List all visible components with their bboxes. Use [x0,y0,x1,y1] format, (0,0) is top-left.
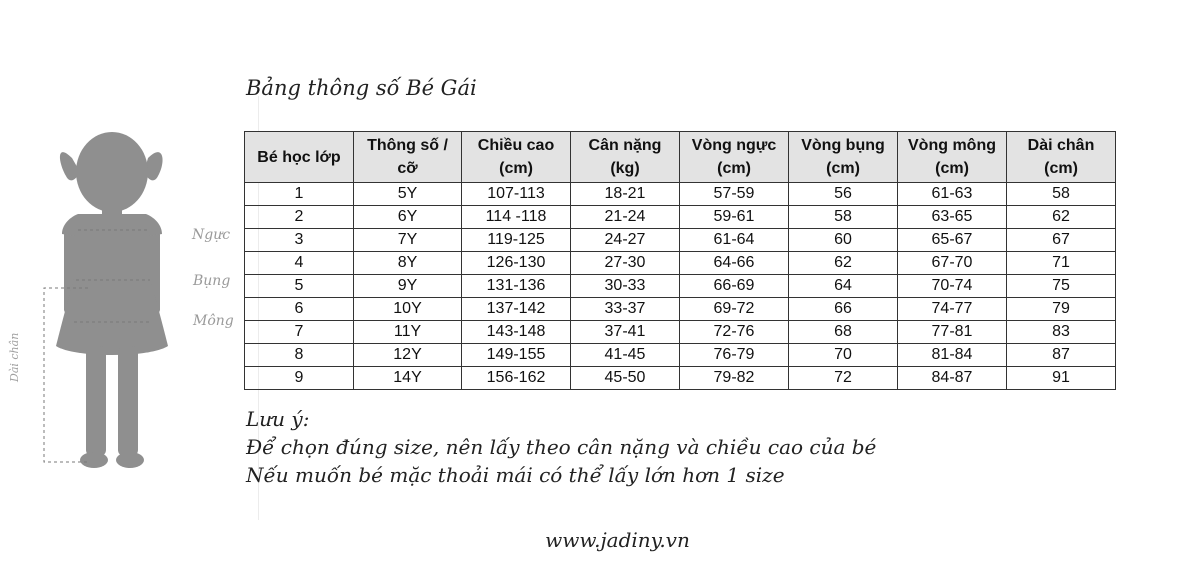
cell-weight: 21-24 [571,206,680,229]
cell-size: 10Y [354,298,462,321]
cell-height: 114 -118 [462,206,571,229]
table-row [245,321,1116,344]
cell-size: 5Y [354,183,462,206]
waist-label: Bụng [193,273,231,289]
cell-hip: 74-77 [898,298,1007,321]
cell-chest: 72-76 [680,321,789,344]
cell-hip: 67-70 [898,252,1007,275]
cell-weight: 18-21 [571,183,680,206]
cell-hip: 65-67 [898,229,1007,252]
cell-hip: 84-87 [898,367,1007,390]
cell-height: 137-142 [462,298,571,321]
leg-length-label: Dài chân [8,332,21,382]
cell-chest: 61-64 [680,229,789,252]
cell-height: 156-162 [462,367,571,390]
cell-weight: 45-50 [571,367,680,390]
notes-line-2: Nếu muốn bé mặc thoải mái có thể lấy lớn hơn 1 size [246,463,785,487]
website-url: www.jadiny.vn [545,528,690,552]
cell-waist: 66 [789,298,898,321]
cell-height: 131-136 [462,275,571,298]
cell-grade: 1 [245,183,354,206]
cell-leg: 91 [1007,367,1116,390]
cell-hip: 63-65 [898,206,1007,229]
cell-leg: 79 [1007,298,1116,321]
cell-size: 8Y [354,252,462,275]
header-weight: Cân nặng (kg) [571,132,680,183]
cell-weight: 24-27 [571,229,680,252]
cell-size: 12Y [354,344,462,367]
cell-waist: 70 [789,344,898,367]
cell-grade: 7 [245,321,354,344]
cell-leg: 71 [1007,252,1116,275]
size-chart-table [244,131,1116,390]
cell-size: 7Y [354,229,462,252]
cell-size: 6Y [354,206,462,229]
header-height: Chiều cao (cm) [462,132,571,183]
cell-size: 9Y [354,275,462,298]
cell-chest: 76-79 [680,344,789,367]
page-title: Bảng thông số Bé Gái [246,76,477,100]
table-row [245,275,1116,298]
cell-grade: 6 [245,298,354,321]
cell-weight: 41-45 [571,344,680,367]
cell-chest: 66-69 [680,275,789,298]
header-leg: Dài chân (cm) [1007,132,1116,183]
chest-label: Ngực [192,227,231,243]
table-row [245,252,1116,275]
cell-hip: 81-84 [898,344,1007,367]
cell-grade: 9 [245,367,354,390]
cell-height: 143-148 [462,321,571,344]
notes-section [246,405,876,489]
cell-leg: 58 [1007,183,1116,206]
cell-weight: 27-30 [571,252,680,275]
hip-label: Mông [193,313,234,329]
header-waist: Vòng bụng (cm) [789,132,898,183]
cell-size: 14Y [354,367,462,390]
cell-chest: 59-61 [680,206,789,229]
cell-leg: 87 [1007,344,1116,367]
table-header-row [245,132,1116,183]
header-size: Thông số / cỡ [354,132,462,183]
cell-waist: 56 [789,183,898,206]
cell-leg: 83 [1007,321,1116,344]
cell-waist: 62 [789,252,898,275]
cell-grade: 8 [245,344,354,367]
cell-weight: 30-33 [571,275,680,298]
cell-grade: 5 [245,275,354,298]
cell-chest: 64-66 [680,252,789,275]
table-row [245,183,1116,206]
cell-height: 107-113 [462,183,571,206]
cell-waist: 72 [789,367,898,390]
table-row [245,344,1116,367]
notes-line-1: Để chọn đúng size, nên lấy theo cân nặng và chiều cao của bé [246,435,877,459]
cell-grade: 2 [245,206,354,229]
cell-chest: 79-82 [680,367,789,390]
cell-grade: 4 [245,252,354,275]
cell-size: 11Y [354,321,462,344]
table-row [245,229,1116,252]
table-row [245,298,1116,321]
cell-leg: 67 [1007,229,1116,252]
girl-silhouette-icon [0,110,250,510]
notes-heading: Lưu ý: [246,407,310,431]
girl-silhouette-figure [0,110,250,510]
cell-leg: 62 [1007,206,1116,229]
cell-hip: 77-81 [898,321,1007,344]
cell-height: 119-125 [462,229,571,252]
cell-waist: 58 [789,206,898,229]
cell-weight: 33-37 [571,298,680,321]
cell-hip: 61-63 [898,183,1007,206]
header-chest: Vòng ngực (cm) [680,132,789,183]
cell-height: 126-130 [462,252,571,275]
table-row [245,206,1116,229]
cell-weight: 37-41 [571,321,680,344]
cell-grade: 3 [245,229,354,252]
cell-waist: 68 [789,321,898,344]
cell-waist: 64 [789,275,898,298]
cell-hip: 70-74 [898,275,1007,298]
cell-height: 149-155 [462,344,571,367]
cell-leg: 75 [1007,275,1116,298]
cell-chest: 69-72 [680,298,789,321]
header-hip: Vòng mông (cm) [898,132,1007,183]
header-grade: Bé học lớp [245,132,354,183]
table-row [245,367,1116,390]
cell-waist: 60 [789,229,898,252]
cell-chest: 57-59 [680,183,789,206]
